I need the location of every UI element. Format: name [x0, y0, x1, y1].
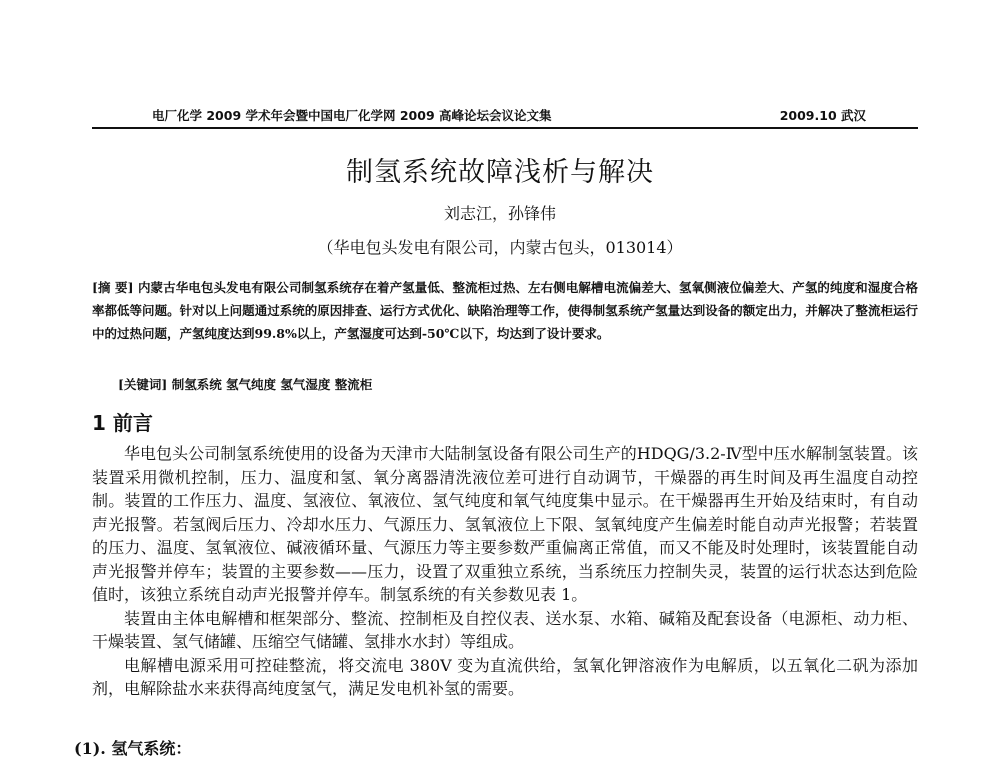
abstract — [92, 276, 918, 345]
paper-affiliation: （华电包头发电有限公司，内蒙古包头，013014） — [317, 238, 683, 257]
body-paragraph: 华电包头公司制氢系统使用的设备为天津市大陆制氢设备有限公司生产的HDQG/3.2-Ⅳ型中压水解制氢装置。该装置采用微机控制，压力、温度和氢、氧分离器清洗液位差可进行自动调节，干燥器的再生时间及再生温度自动控制。装置的工作压力、温度、氢液位、氧液位、氢气纯度和氧气纯度集中显示。在干燥器再生开始及结束时，有自动声光报警。若氢阀后压力、冷却水压力、气源压力、氢氧液位上下限、氢氧纯度产生偏差时能自动声光报警；若装置的压力、温度、氢氧液位、碱液循环量、气源压力等主要参数严重偏离正常值，而又不能及时处理时，该装置能自动声光报警并停车；装置的主要参数——压力，设置了双重独立系统，当系统压力控制失灵，装置的运行状态达到危险值时，该独立系统自动声光报警并停车。制氢系统的有关参数见表 1。 — [92, 444, 918, 604]
running-header — [92, 104, 918, 124]
subheading-hydrogen-system: (1). 氢气系统： — [74, 739, 192, 758]
keywords — [118, 375, 372, 393]
abstract-text: 内蒙古华电包头发电有限公司制氢系统存在着产氢量低、整流柜过热、左右侧电解槽电流偏差大、氢氧侧液位偏差大、产氢的纯度和湿度合格率都低等问题。针对以上问题通过系统的原因排查、运行方式优化、缺陷治理等工作，使得制氢系统产氢量达到设备的额定出力，并解决了整流柜运行中的过热问题，产氢纯度达到99.8%以上，产氢湿度可达到-50℃以下，均达到了设计要求。 — [92, 280, 918, 341]
paper-authors: 刘志江，孙锋伟 — [443, 204, 556, 223]
keywords-label: [关键词] — [118, 377, 168, 392]
keywords-text: 制氢系统 氢气纯度 氢气湿度 整流柜 — [171, 377, 373, 392]
section-body — [92, 442, 918, 701]
header-rule — [92, 127, 918, 129]
abstract-label: [摘 要] — [92, 280, 134, 295]
running-header-proceedings: 电厂化学 2009 学术年会暨中国电厂化学网 2009 高峰论坛会议论文集 — [152, 108, 552, 123]
section-heading-introduction: 1 前言 — [92, 411, 153, 435]
paper-title: 制氢系统故障浅析与解决 — [346, 157, 654, 188]
running-header-date: 2009.10 武汉 — [779, 108, 866, 123]
body-paragraph: 电解槽电源采用可控硅整流，将交流电 380V 变为直流供给，氢氧化钾溶液作为电解质，以五氧化二矾为添加剂，电解除盐水来获得高纯度氢气，满足发电机补氢的需要。 — [92, 655, 918, 698]
body-paragraph: 装置由主体电解槽和框架部分、整流、控制柜及自控仪表、送水泵、水箱、碱箱及配套设备（电源柜、动力柜、干燥装置、氢气储罐、压缩空气储罐、氢排水水封）等组成。 — [92, 608, 918, 651]
